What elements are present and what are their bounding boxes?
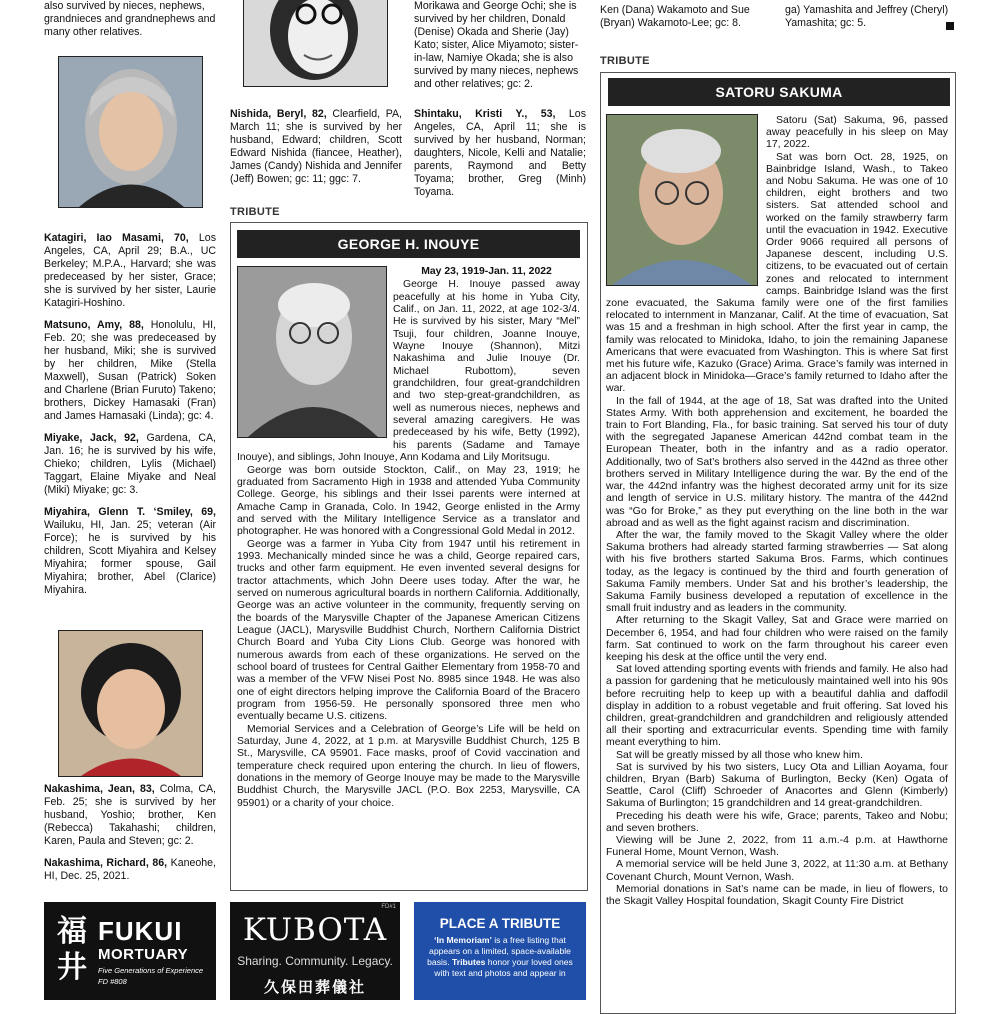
obit-fragment: Morikawa and George Ochi; she is survived by her children, Donald (Denise) Okada and Sherie (Jay) Kato; sister, Alice Miyamoto; sister-in-law, Namiye Okada; she is also survived by many nieces, nephews and other relatives; gc: 2.	[414, 0, 579, 90]
tribute-paragraph: Sat was born Oct. 28, 1925, on Bainbridge Island, Wash., to Takeo and Nobu Sakuma. He was one of 10 children, eight brothers and two sisters. Sat attended school and worked on the family strawberry farm until the evacuation in 1942. Executive Order 9066 required all persons of Japanese descent, including U.S. citizens, to be evacuated out of certain zones and relocated to internment camps. Bainbridge Island was the first zone evacuated, the Sakuma family were one of the first families relocated to internment in Manzanar, Calif. At the time of evacuation, Sat was 15 and a freshman in high school. After the first year in camp, the family was relocated to Minidoka, Idaho, to join the remaining Japanese Americans that were evacuated from Washington. This is where Sat first met his future wife, Kazuko (Grace) Arima. Grace’s family was interned in an adjacent block in Minidoka—Grace’s family returned to Idaho after the war.	[606, 150, 948, 395]
tribute-paragraph: George was a farmer in Yuba City from 1947 until his retirement in 1993. Mechanically minded since he was a child, George repaired cars, trucks and other farm equipment. He even invented several designs for tractor attachments, which John Deere uses today. After the war, he served on numerous agricultural boards in northern California. Additionally, George was an active volunteer in the community, frequently serving on the boards of the Marysville Chapter of the Japanese American Citizens League (JACL), Marysville Buddhist Church, Northern California District Church Board and Yuba City Lions Club. George was honored with numerous awards from each of these organizations. He served on the school board of trustees for Central Gaither Elementary from 1958-70 and was a member of the VFW Nisei Post No. 8985 since 1948. He was also one of eight directors helping improve the California Board of the Bracero program from 1956-59. He personally sponsored three men who eventually became U.S. citizens.	[237, 538, 580, 723]
tribute-paragraph: Satoru (Sat) Sakuma, 96, passed away peacefully in his sleep on May 17, 2022.	[766, 114, 948, 151]
obit-fragment: Ken (Dana) Wakamoto and Sue (Bryan) Wakamoto-Lee; gc: 8.	[600, 4, 750, 29]
tribute-paragraph: Sat will be greatly missed by all those who knew him.	[616, 748, 863, 761]
obit-entry: Matsuno, Amy, 88, Honolulu, HI, Feb. 20; she was predeceased by her husband, Miki; she is survived by her children, Mike (Stella Maxwell), Susan (Patrick) Soken and Charlene (Brian Furuto) Takeno; brothers, Dickey Hamasaki (Fran) and James Hamasaki (Linda); gc: 4.	[44, 319, 216, 422]
tribute-paragraph: Sat is survived by his two sisters, Lucy Ota and Lillian Aoyama, four children, Bryan (Barb) Sakuma of Burlington, Becky (Ken) Ogata of Seattle, Carol (Cliff) Schroeder of Anacortes and Glenn (Kimberly) Sakuma of Burlington; 15 grandchildren and 14 great-grandchildren.	[606, 760, 948, 810]
kubota-tagline: Sharing. Community. Legacy.	[237, 954, 393, 968]
tribute-label: TRIBUTE	[600, 55, 650, 67]
fukui-fd: FD #808	[98, 977, 127, 986]
obit-entry: Shintaku, Kristi Y., 53, Los Angeles, CA, April 11; she is survived by her husband, Norman; daughters, Nicole, Kelli and Natalie; parents, Raymond and Betty Toyama; brother, Greg (Minh) Toyama.	[414, 108, 586, 198]
fukui-name: FUKUI	[98, 916, 183, 946]
tribute-body-inouye	[237, 266, 580, 886]
obit-entry: Nakashima, Richard, 86, Kaneohe, HI, Dec. 25, 2021.	[44, 857, 216, 882]
tribute-paragraph: Memorial Services and a Celebration of George’s Life will be held on Saturday, June 4, 2022, at 1 p.m. at Marysville Buddhist Church, 125 B St., Marysville, CA 95901. Face masks, proof of Covid vaccination and temperature check required upon entering the church. In lieu of flowers, donations in the memory of George Inouye may be made to the Marysville Buddhist Church, the Marysville JACL (P.O. Box 2253, Marysville, CA 95901) or a charity of your choice.	[237, 723, 580, 809]
left-column	[44, 0, 216, 48]
end-of-column-marker	[946, 22, 954, 30]
tribute-title-sakuma: SATORU SAKUMA	[608, 78, 950, 106]
fukui-kanji-logo: 福 井	[57, 914, 87, 985]
tribute-paragraph: Memorial donations in Sat’s name can be made, in lieu of flowers, to the Skagit Valley Hospital foundation, Skagit County Fire District	[606, 882, 948, 907]
place-tribute-title: PLACE A TRIBUTE	[439, 916, 561, 931]
far-right-fragment-a	[600, 4, 772, 39]
place-a-tribute-ad[interactable]	[414, 902, 586, 1000]
tribute-paragraph: George H. Inouye passed away peacefully at his home in Yuba City, Calif., on Jan. 11, 2022, at age 102-3/4. He is survived by his sister, Mary “Mel” Tsuji, four children, Joanne Inouye, Wayne Inouye (Shannon), Mitzi Nakashima and Julie Inouye (Dr. Michael Rubottom), seven grandchildren, four great-grandchildren and two step-great-grandchildren, as well as numerous nieces, nephews and several amazing caregivers. He was predeceased by his wife, Betty (1992), his parents (Sadame and Tamaye Inouye), and siblings, John Inouye, Ann Kodama and Lily Moritsugu.	[237, 279, 580, 464]
tribute-paragraph: After the war, the family moved to the Skagit Valley where the older Sakuma brothers had already started farming strawberries — Sat along with his five brothers started Sakuma Bros. Farms, which continues today, as the legacy is continued by the third and fourth generation of Sakuma Family members. Under Sat and his brother’s leadership, the Sakuma Family business developed a reputation of excellence in the small fruit industry and as leaders in the community.	[606, 528, 948, 615]
tribute-paragraph: Preceding his death were his wife, Grace; parents, Takeo and Nobu; and seven brothers.	[606, 809, 948, 834]
tribute-paragraph: George was born outside Stockton, Calif., on May 23, 1919; he graduated from Sacramento High in 1938 and attended Yuba Community College. George, his siblings and their Issei parents were interned at Amache Camp in Granada, Colo. In 1942, George enlisted in the Army and served with the Military Intelligence Service as a translator and photographer. He was honored with a Congressional Gold Medal in 2012.	[237, 464, 580, 538]
tribute-paragraph: Viewing will be June 2, 2022, from 11 a.m.-4 p.m. at Hawthorne Funeral Home, Mount Vernon, Wash.	[606, 833, 948, 859]
tribute-paragraph: Sat loved attending sporting events with friends and family. He also had a passion for gardening that he meticulously maintained well into his 90s before recruiting help to keep up with a beautiful dahlia and daffodil display in addition to a robust vegetable and fruit offering. Sat loved his children, great-grandchildren and grandchildren and religiously attended all their sporting and extracurricular events. Spending time with family meant everything to him.	[606, 663, 948, 749]
right-mid-column-entries	[414, 108, 586, 208]
kubota-fd: FD#1	[381, 904, 396, 910]
right-mid-column	[414, 0, 586, 100]
tribute-title-inouye: GEORGE H. INOUYE	[237, 230, 580, 258]
kubota-mortuary-ad[interactable]	[230, 902, 400, 1000]
portrait-photo-nakashima	[58, 630, 203, 777]
fukui-sub: MORTUARY	[98, 946, 189, 963]
tribute-paragraph: After returning to the Skagit Valley, Sat and Grace were married on December 6, 1954, and had four children who were raised on the family farm. Sat continued to work on the farm throughout his career even keeping his desk at the office until the very end.	[606, 614, 948, 663]
obit-entry: Miyahira, Glenn T. ‘Smiley, 69, Wailuku, HI, Jan. 25; veteran (Air Force); he is survived by his children, Scott Miyahira and Kelsey Miyahira; former spouse, Gail Miyahira; brother, Abel (Clarice) Miyahira.	[44, 506, 216, 596]
obit-entry: Nakashima, Jean, 83, Colma, CA, Feb. 25; she is survived by her husband, Yoshio; brother, Ken (Rebecca) Takahashi; children, Karen, Paula and Steven; gc: 2.	[44, 783, 217, 847]
kubota-kanji: 久保田葬儀社	[263, 978, 366, 996]
tribute-label: TRIBUTE	[230, 206, 280, 218]
fukui-tagline: Five Generations of Experience	[98, 966, 204, 975]
portrait-photo-sakuma	[606, 114, 758, 286]
obit-entry: Katagiri, Iao Masami, 70, Los Angeles, CA, April 29; B.A., UC Berkeley; M.P.A., Harvard; she was predeceased by her sister, Grace; she is survived by her sister, Laurie Katagiri-Hoshino.	[44, 232, 216, 309]
obit-fragment: ga) Yamashita and Jeffrey (Cheryl) Yamashita; gc: 5.	[785, 4, 949, 29]
mid-column-entries	[230, 108, 402, 195]
place-tribute-text: ‘In Memoriam’ is a free listing that appears on a limited, space-available basis. Tributes honor your loved ones with text and photos and appear in	[427, 935, 573, 978]
portrait-photo-nishida	[243, 0, 388, 87]
far-right-fragment-b	[785, 4, 955, 39]
fukui-mortuary-ad[interactable]	[44, 902, 216, 1000]
tribute-paragraph: A memorial service will be held June 3, 2022, at 11:30 a.m. at Bethany Covenant Church, Mount Vernon, Wash.	[606, 858, 948, 883]
tribute-body-sakuma	[606, 114, 948, 1000]
obit-entry: Miyake, Jack, 92, Gardena, CA, Jan. 16; he is survived by his wife, Chieko; children, Lylis (Michael) Taggart, Elaine Miyake and Neal (Miki) Miyake; gc: 3.	[44, 432, 216, 496]
tribute-dates-inouye: May 23, 1919-Jan. 11, 2022	[421, 266, 552, 277]
left-column-entries	[44, 232, 216, 606]
obit-entry: Nishida, Beryl, 82, Clearfield, PA, March 11; she is survived by her husband, Edward; children, Scott Edward Nishida (fiancee, Heather), James (Candy) Nishida and Jennifer (Jeff) Bowen; gc: 11; ggc: 7.	[230, 108, 403, 185]
obit-fragment: also survived by nieces, nephews, grandnieces and grandnephews and many other relatives.	[44, 0, 216, 38]
kubota-name: KUBOTA	[242, 912, 388, 948]
portrait-photo-inouye	[237, 266, 387, 438]
tribute-paragraph: In the fall of 1944, at the age of 18, Sat was drafted into the United States Army. With both apprehension and excitement, he boarded the train to Fort Blanding, Fla., for basic training. Sat served his tour of duty with the segregated Japanese American 442nd combat team in the European Theater, both in the infantry and as a radio operator. Additionally, two of Sat’s brothers also served in the 442nd as three other brothers served in Military Intelligence during the war. By the end of the war, the 442nd infantry was the highest decorated army unit for its size and length of service in U.S. military history. The mantra of the 442nd was “Go for Broke,” as they put everything on the line both in the war abroad and as well as the fight against racism and discrimination.	[606, 394, 948, 529]
portrait-photo-katagiri	[58, 56, 203, 208]
left-column-entries-lower	[44, 783, 216, 892]
